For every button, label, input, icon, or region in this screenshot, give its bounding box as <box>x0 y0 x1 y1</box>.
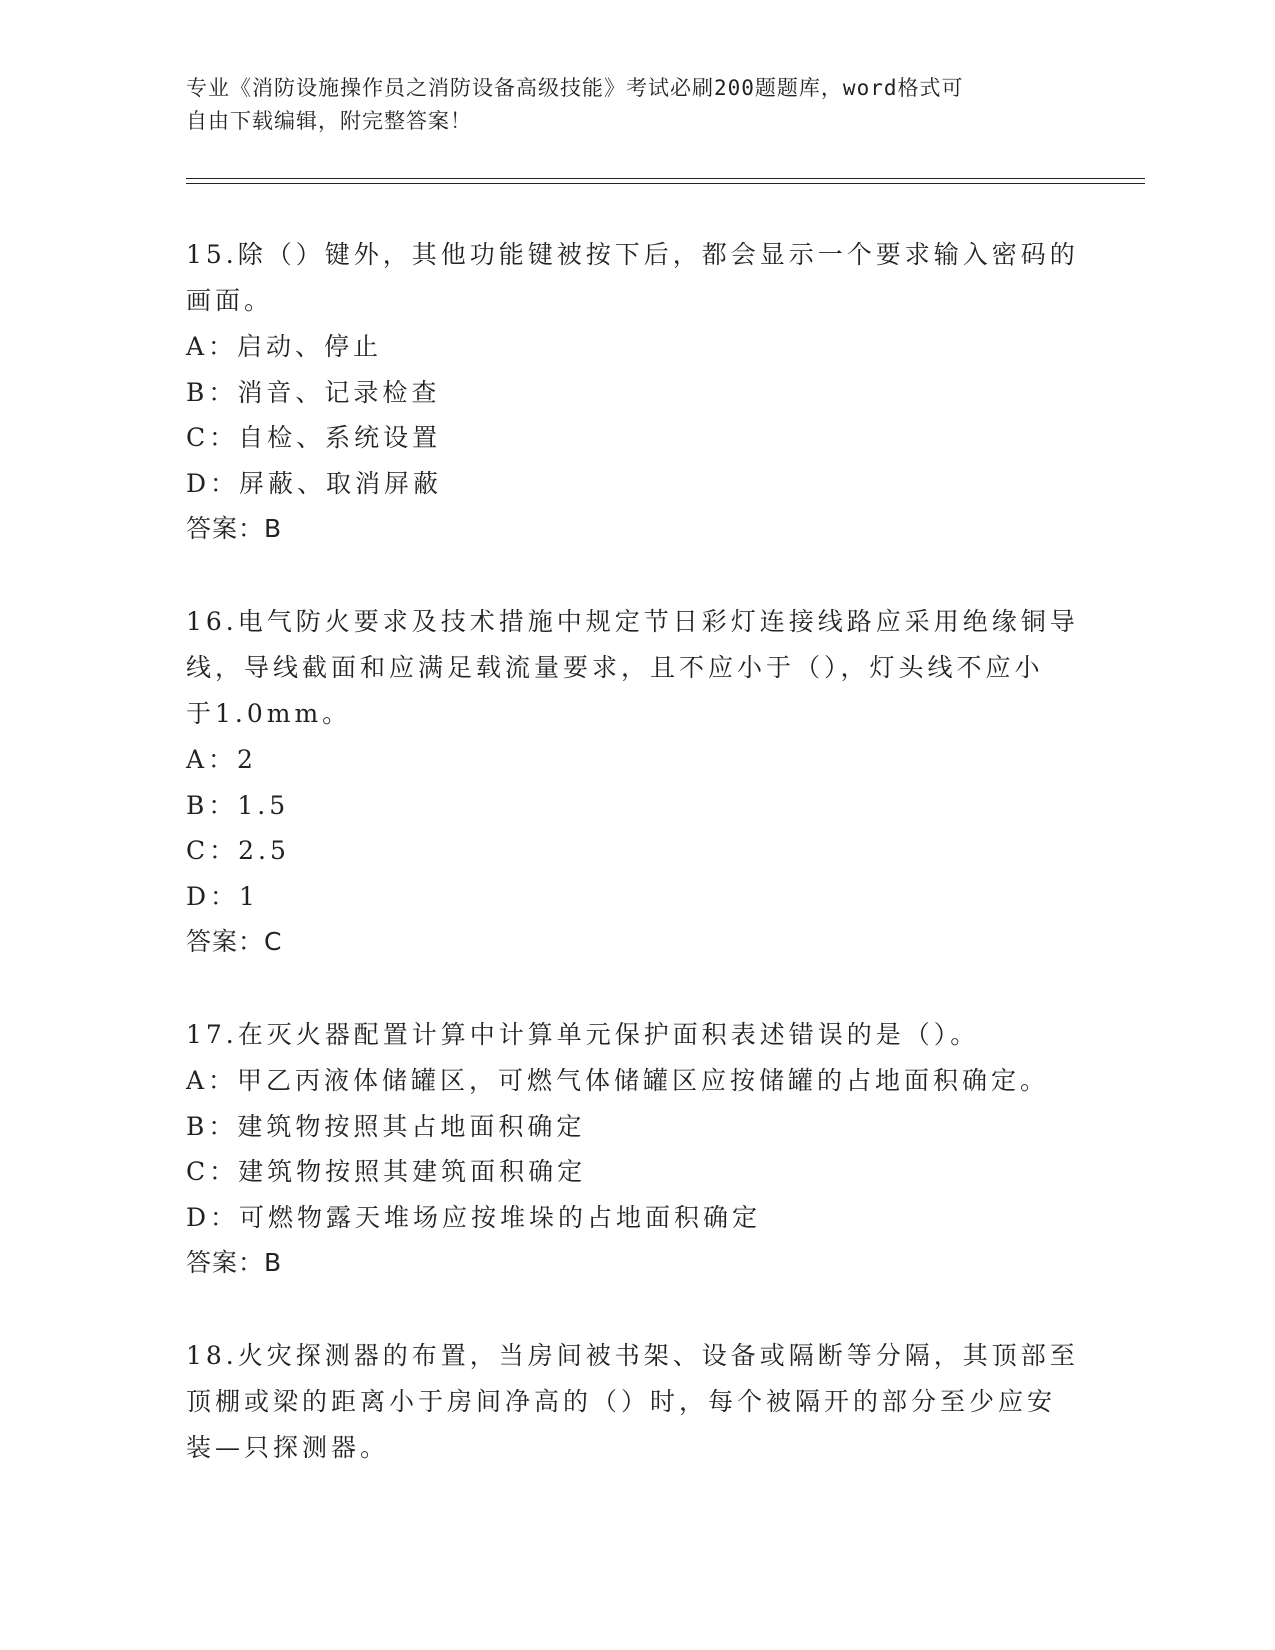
option-a: A：2 <box>186 745 257 774</box>
question-text-line: 装—只探测器。 <box>186 1433 390 1462</box>
question-text-line: 15.除（）键外，其他功能键被按下后，都会显示一个要求输入密码的 <box>186 240 1079 269</box>
question-16 <box>186 599 1086 965</box>
option-b: B：建筑物按照其占地面积确定 <box>186 1111 586 1141</box>
option-a: A：甲乙丙液体储罐区，可燃气体储罐区应按储罐的占地面积确定。 <box>186 1066 1050 1095</box>
question-text-line: 画面。 <box>186 286 274 315</box>
document-header <box>186 72 1086 138</box>
option-c: C：建筑物按照其建筑面积确定 <box>186 1157 587 1186</box>
header-rule-bottom <box>186 183 1145 184</box>
question-17 <box>186 1012 1086 1286</box>
question-15 <box>186 232 1086 552</box>
header-line-2: 自由下载编辑，附完整答案！ <box>186 109 472 133</box>
option-d: D：可燃物露天堆场应按堆垛的占地面积确定 <box>186 1202 762 1232</box>
question-text-line: 线，导线截面和应满足载流量要求，且不应小于（），灯头线不应小 <box>186 653 1044 682</box>
option-b: B：1.5 <box>186 790 290 820</box>
question-text-line: 18.火灾探测器的布置，当房间被书架、设备或隔断等分隔，其顶部至 <box>186 1341 1079 1370</box>
question-text-line: 顶棚或梁的距离小于房间净高的（）时，每个被隔开的部分至少应安 <box>186 1387 1057 1416</box>
option-c: C：2.5 <box>186 836 290 865</box>
answer-line: 答案：C <box>186 927 283 956</box>
question-text-line: 于1.0mm。 <box>186 699 352 728</box>
question-18 <box>186 1333 1086 1471</box>
question-text-line: 17.在灭火器配置计算中计算单元保护面积表述错误的是（）。 <box>186 1020 980 1049</box>
header-line-1: 专业《消防设施操作员之消防设备高级技能》考试必刷200题题库，word格式可 <box>186 76 964 100</box>
question-list <box>186 232 1086 1518</box>
answer-line: 答案：B <box>186 514 283 543</box>
option-d: D：屏蔽、取消屏蔽 <box>186 468 443 498</box>
option-c: C：自检、系统设置 <box>186 423 442 452</box>
option-a: A：启动、停止 <box>186 332 383 361</box>
question-text-line: 16.电气防火要求及技术措施中规定节日彩灯连接线路应采用绝缘铜导 <box>186 607 1079 636</box>
answer-line: 答案：B <box>186 1248 283 1277</box>
option-d: D：1 <box>186 881 259 911</box>
option-b: B：消音、记录检查 <box>186 377 441 407</box>
header-rule-top <box>186 178 1145 179</box>
